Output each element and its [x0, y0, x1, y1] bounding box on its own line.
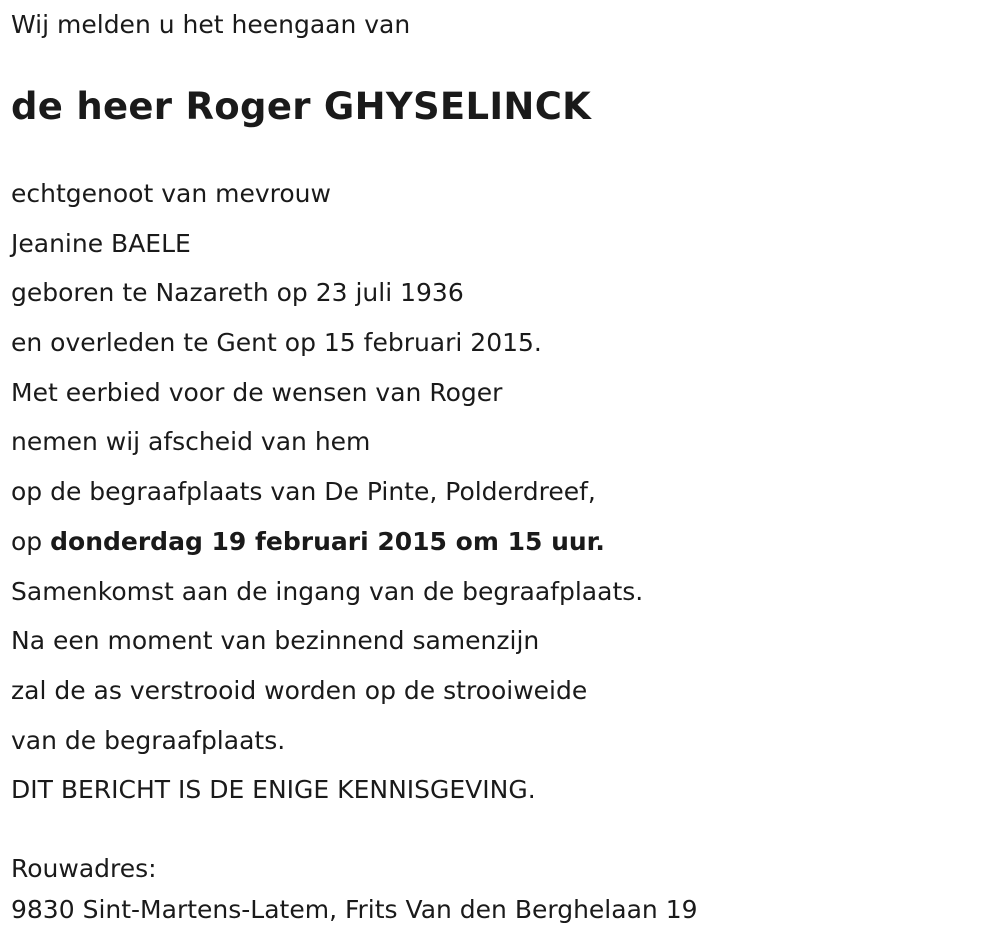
address-label: Rouwadres:: [11, 854, 157, 883]
death-line: en overleden te Gent op 15 februari 2015.: [11, 328, 542, 358]
farewell-line: nemen wij afscheid van hem: [11, 427, 371, 457]
scattering-line: zal de as verstrooid worden op de strooiweide: [11, 675, 588, 705]
address-value: 9830 Sint-Martens-Latem, Frits Van den Berghelaan 19: [11, 895, 698, 924]
sole-notice-line: DIT BERICHT IS DE ENIGE KENNISGEVING.: [11, 775, 536, 805]
gathering-line: Samenkomst aan de ingang van de begraafplaats.: [11, 576, 644, 606]
mourning-address: [11, 848, 698, 930]
deceased-name: de heer Roger GHYSELINCK: [11, 85, 592, 128]
ceremony-prefix: op: [11, 526, 51, 556]
birth-line: geboren te Nazareth op 23 juli 1936: [11, 278, 464, 308]
location-line: op de begraafplaats van De Pinte, Polderdreef,: [11, 477, 596, 507]
spouse-line: echtgenoot van mevrouw: [11, 179, 331, 208]
ceremony-datetime: donderdag 19 februari 2015 om 15 uur.: [50, 526, 605, 556]
ceremony-line: [11, 522, 643, 572]
reflection-line: Na een moment van bezinnend samenzijn: [11, 626, 540, 656]
wishes-line: Met eerbied voor de wensen van Roger: [11, 377, 503, 407]
spouse-name: Jeanine BAELE: [11, 228, 191, 258]
intro-line: Wij melden u het heengaan van: [11, 10, 411, 39]
notice-body: [11, 174, 643, 820]
cemetery-line: van de begraafplaats.: [11, 725, 286, 755]
